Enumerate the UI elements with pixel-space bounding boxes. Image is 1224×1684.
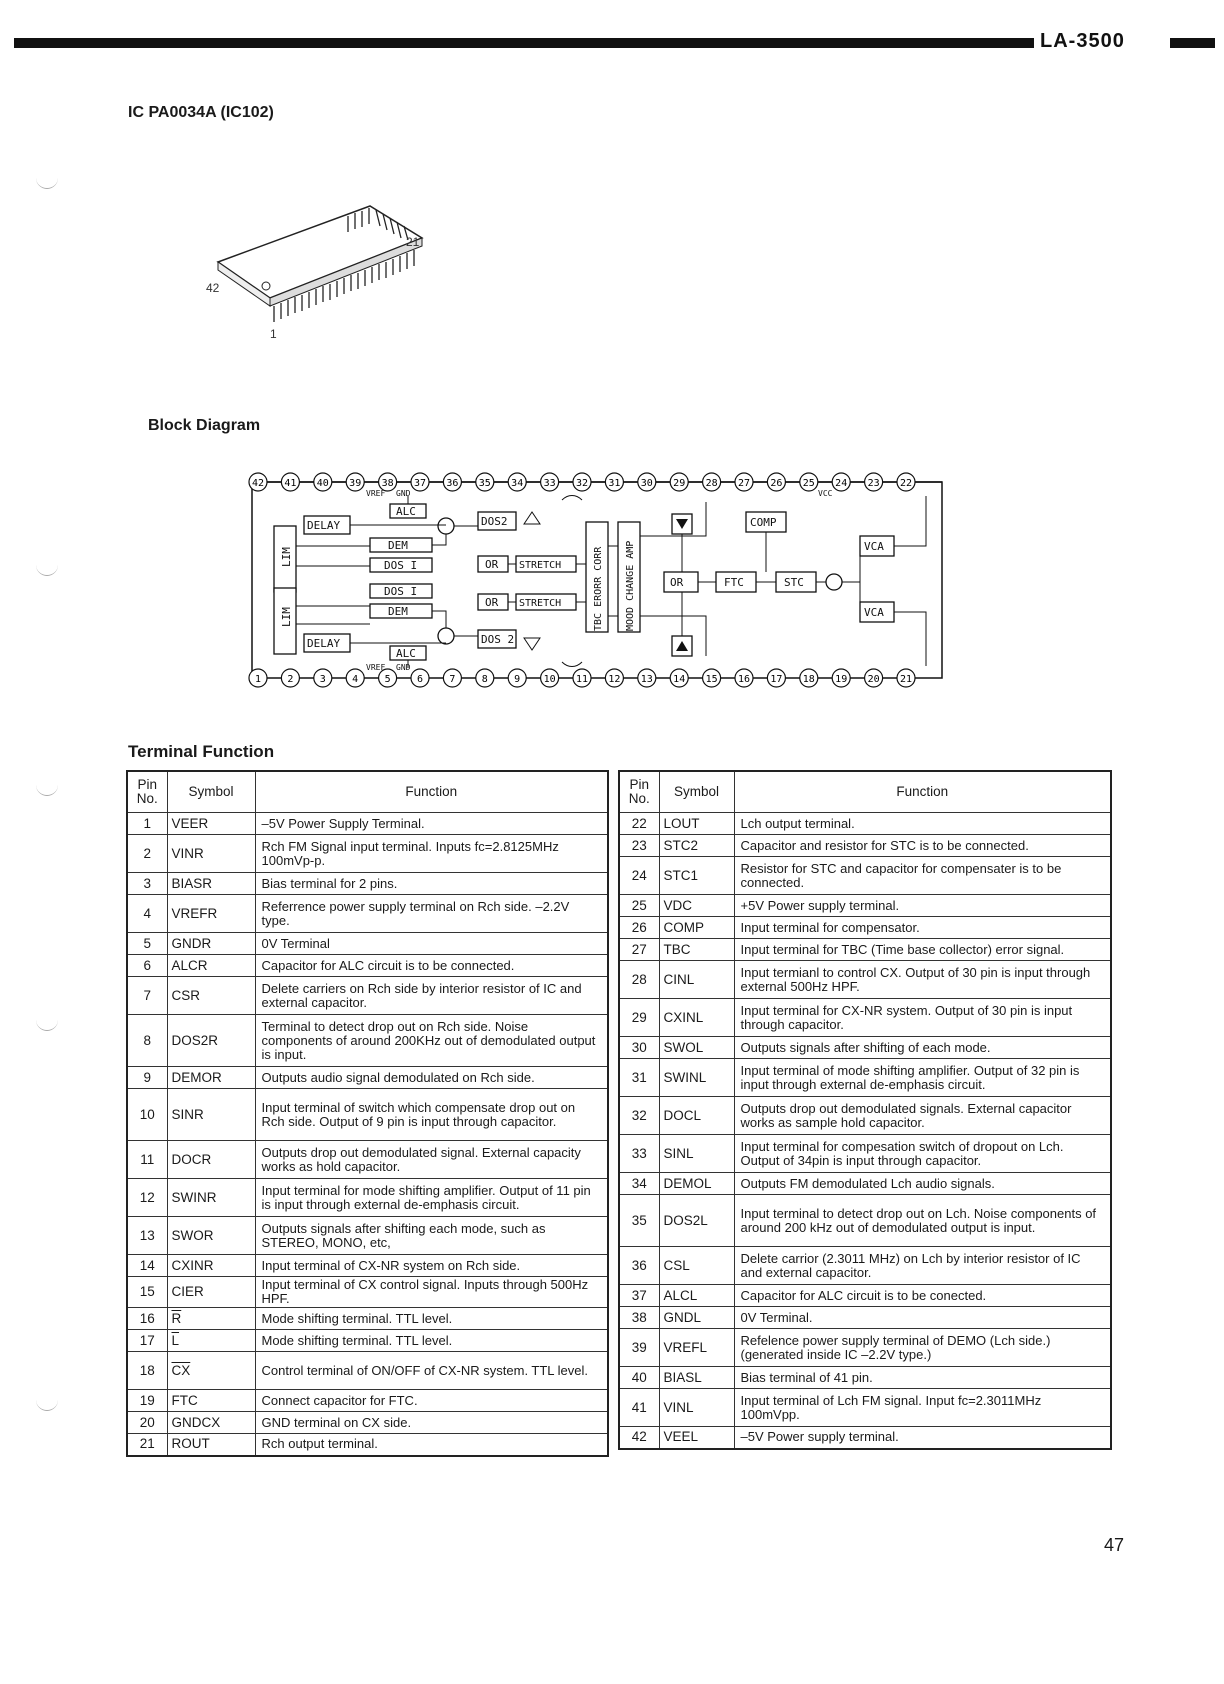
table-row [619,835,1111,857]
table-row [127,977,608,1015]
pin-number-label: 38 [381,478,394,489]
binder-hole-mark [36,785,58,796]
symbol-cell: BIASR [167,873,255,895]
pin-number-label: 37 [413,478,427,489]
symbol-cell: VINR [167,835,255,873]
vref-label-upper: VREF [366,489,386,498]
function-cell: Rch output terminal. [255,1434,608,1456]
pin-number-label: 42 [251,478,265,489]
pin-cell: 14 [127,1255,167,1277]
pin-number-label: 25 [802,478,815,489]
pin-no-header: Pin No. [619,771,659,813]
package-pin-1-label: 1 [270,327,277,341]
table-row [127,1089,608,1141]
table-row [127,1390,608,1412]
symbol-cell: LOUT [659,813,734,835]
symbol-cell: CXINR [167,1255,255,1277]
symbol-cell: SWOR [167,1217,255,1255]
symbol-cell: $\overline{L}$ [167,1330,255,1352]
pin-cell: 11 [127,1141,167,1179]
pin-number-label: 28 [705,478,718,489]
gnd-label-upper: GND [396,489,411,498]
pin-number-label: 24 [835,478,848,489]
function-cell: Bias terminal for 2 pins. [255,873,608,895]
symbol-cell: $\overline{CX}$ [167,1352,255,1390]
pin-number-label: 30 [640,478,653,489]
pin-number-label: 11 [575,674,589,685]
pin-cell: 33 [619,1135,659,1173]
pin-cell: 21 [127,1434,167,1456]
pin-cell: 5 [127,933,167,955]
pin-number-label: 22 [899,478,913,489]
pin-number-label: 16 [737,674,751,685]
function-cell: 0V Terminal [255,933,608,955]
table-row [127,1141,608,1179]
ic-title: IC PA0034A (IC102) [128,104,274,121]
pin-number-label: 32 [575,478,589,489]
symbol-cell: COMP [659,917,734,939]
symbol-header: Symbol [167,771,255,813]
symbol-cell: VEEL [659,1427,734,1449]
pin-cell: 35 [619,1195,659,1247]
pin-cell: 27 [619,939,659,961]
lim-label-lower: LIM [280,607,293,627]
block-diagram-title: Block Diagram [148,417,261,434]
pin-number-label: 14 [673,674,686,685]
bottom-pin-row [249,669,915,687]
pin-cell: 34 [619,1173,659,1195]
symbol-cell: STC1 [659,857,734,895]
pin-number-label: 23 [867,478,880,489]
function-cell: Input terminal of CX control signal. Inputs through 500Hz HPF. [255,1277,608,1308]
function-cell: Input terminal for compensator. [734,917,1111,939]
function-cell: Input terminal for CX-NR system. Output of 30 pin is input through capacitor. [734,999,1111,1037]
vca-label-upper: VCA [864,540,884,553]
function-cell: Input terminal of Lch FM signal. Input fc=2.3011MHz 100mVpp. [734,1389,1111,1427]
symbol-cell: DEMOL [659,1173,734,1195]
symbol-cell: SINL [659,1135,734,1173]
symbol-cell: TBC [659,939,734,961]
pin-number-label: 34 [511,478,524,489]
page-number: 47 [1104,1535,1125,1555]
symbol-cell: BIASL [659,1367,734,1389]
pin-number-label: 21 [899,674,913,685]
symbol-cell: CINL [659,961,734,999]
pin-cell: 7 [127,977,167,1015]
pin-number-label: 41 [284,478,297,489]
function-cell: Mode shifting terminal. TTL level. [255,1330,608,1352]
package-pin-21-label: 21 [406,235,420,249]
symbol-cell: DOS2L [659,1195,734,1247]
table-row [127,1255,608,1277]
pin-number-label: 3 [319,674,326,685]
table-row [619,1173,1111,1195]
pin-cell: 4 [127,895,167,933]
pin-number-label: 7 [449,674,456,685]
function-cell: Outputs signals after shifting of each mode. [734,1037,1111,1059]
table-row [619,1367,1111,1389]
or-label-lower: OR [485,596,499,609]
symbol-cell: CXINL [659,999,734,1037]
pin-number-label: 29 [673,478,686,489]
table-row [619,813,1111,835]
function-header: Function [255,771,608,813]
function-cell: Bias terminal of 41 pin. [734,1367,1111,1389]
function-cell: Resistor for STC and capacitor for compensater is to be connected. [734,857,1111,895]
function-cell: Refelence power supply terminal of DEMO (Lch side.) (generated inside IC –2.2V type.) [734,1329,1111,1367]
stc-label: STC [784,576,804,589]
table-row [127,1352,608,1390]
symbol-cell: CSL [659,1247,734,1285]
delay-label-upper: DELAY [307,519,341,532]
table-row [127,1308,608,1330]
dem-label-upper: DEM [388,539,408,552]
function-cell: Input terminal to detect drop out on Lch. Noise components of around 200 kHz out of demodulated output is input. [734,1195,1111,1247]
pin-number-label: 15 [705,674,718,685]
table-row [127,813,608,835]
function-cell: Lch output terminal. [734,813,1111,835]
pin-cell: 42 [619,1427,659,1449]
table-row [127,1412,608,1434]
pin-number-label: 9 [514,674,521,685]
function-cell: Outputs FM demodulated Lch audio signals. [734,1173,1111,1195]
pin-number-label: 6 [416,674,424,685]
pin-cell: 1 [127,813,167,835]
binder-hole-mark [36,1020,58,1031]
table-header-row [127,771,608,813]
stretch-label-upper: STRETCH [519,560,562,571]
ftc-label: FTC [724,576,744,589]
pin-no-header: Pin No. [127,771,167,813]
table-row [619,1329,1111,1367]
vca-label-lower: VCA [864,606,884,619]
terminal-function-table-right [618,770,1112,1450]
symbol-cell: DOS2R [167,1015,255,1067]
symbol-cell: VINL [659,1389,734,1427]
dosi-label-lower: DOS I [384,585,418,598]
table-row [619,1307,1111,1329]
pin-number-label: 8 [481,674,488,685]
delay-label-lower: DELAY [307,637,341,650]
table-row [619,1389,1111,1427]
pin-cell: 19 [127,1390,167,1412]
symbol-cell: CSR [167,977,255,1015]
pin-number-label: 19 [835,674,848,685]
pin-number-label: 39 [349,478,362,489]
pin-cell: 25 [619,895,659,917]
or-label-right: OR [670,576,684,589]
function-cell: Mode shifting terminal. TTL level. [255,1308,608,1330]
function-cell: 0V Terminal. [734,1307,1111,1329]
pin-cell: 30 [619,1037,659,1059]
pin-number-label: 20 [867,674,880,685]
gnd-label-lower: GND [396,663,411,672]
table-header-row [619,771,1111,813]
dos2-label-upper: DOS2 [481,515,508,528]
table-row [127,1015,608,1067]
function-cell: Input terminal for TBC (Time base collector) error signal. [734,939,1111,961]
symbol-cell: STC2 [659,835,734,857]
table-row [127,1277,608,1308]
function-cell: Terminal to detect drop out on Rch side. Noise components of around 200KHz out of demodulated output is input. [255,1015,608,1067]
pin-cell: 40 [619,1367,659,1389]
symbol-cell: CIER [167,1277,255,1308]
function-cell: Input terminal of mode shifting amplifier. Output of 32 pin is input through external de-emphasis circuit. [734,1059,1111,1097]
function-cell: Input termianl to control CX. Output of 30 pin is input through external 500Hz HPF. [734,961,1111,999]
table-row [619,1135,1111,1173]
pin-cell: 3 [127,873,167,895]
function-cell: Outputs signals after shifting each mode, such as STEREO, MONO, etc, [255,1217,608,1255]
pin-cell: 41 [619,1389,659,1427]
binder-hole-mark [36,178,58,189]
symbol-cell: VREFR [167,895,255,933]
pin-number-label: 31 [608,478,621,489]
function-cell: Control terminal of ON/OFF of CX-NR system. TTL level. [255,1352,608,1390]
pin-cell: 10 [127,1089,167,1141]
pin-cell: 9 [127,1067,167,1089]
pin-number-label: 5 [384,674,391,685]
pin-cell: 6 [127,955,167,977]
table-row [619,1285,1111,1307]
symbol-cell: DOCL [659,1097,734,1135]
function-cell: –5V Power Supply Terminal. [255,813,608,835]
function-cell: –5V Power supply terminal. [734,1427,1111,1449]
symbol-cell: VEER [167,813,255,835]
table-row [127,835,608,873]
table-row [619,961,1111,999]
function-header: Function [734,771,1111,813]
symbol-cell: SWINL [659,1059,734,1097]
table-row [619,857,1111,895]
table-row [127,895,608,933]
pin-cell: 13 [127,1217,167,1255]
package-pin-42-label: 42 [206,281,220,295]
table-row [619,1097,1111,1135]
pin-cell: 38 [619,1307,659,1329]
tbc-error-corr-label: TBC ERORR CORR [593,546,604,631]
table-row [619,1059,1111,1097]
function-cell: Outputs drop out demodulated signal. External capacity works as hold capacitor. [255,1141,608,1179]
symbol-cell: GNDCX [167,1412,255,1434]
function-cell: Input terminal for mode shifting amplifier. Output of 11 pin is input through external de-emphasis circuit. [255,1179,608,1217]
pin-cell: 8 [127,1015,167,1067]
pin-cell: 2 [127,835,167,873]
symbol-cell: SINR [167,1089,255,1141]
pin-number-label: 17 [770,674,783,685]
lim-label-upper: LIM [280,547,293,567]
function-cell: Rch FM Signal input terminal. Inputs fc=2.8125MHz 100mVp-p. [255,835,608,873]
symbol-cell: ALCL [659,1285,734,1307]
table-row [127,1434,608,1456]
symbol-cell: ALCR [167,955,255,977]
dosi-label-upper: DOS I [384,559,418,572]
mood-change-amp-label: MOOD CHANGE AMP [625,540,636,631]
pin-number-label: 2 [287,674,294,685]
function-cell: Capacitor for ALC circuit is to be conected. [734,1285,1111,1307]
alc-label-upper: ALC [396,505,416,518]
table-row [619,939,1111,961]
table-row [127,873,608,895]
block-diagram [246,466,958,696]
symbol-cell: GNDL [659,1307,734,1329]
pin-cell: 16 [127,1308,167,1330]
pin-number-label: 40 [316,478,329,489]
top-pin-row [249,473,915,491]
vref-label-lower: VREF [366,663,386,672]
pin-cell: 22 [619,813,659,835]
pin-number-label: 13 [640,674,653,685]
function-cell: Input terminal of CX-NR system on Rch side. [255,1255,608,1277]
symbol-header: Symbol [659,771,734,813]
table-row [127,955,608,977]
pin-number-label: 4 [352,674,359,685]
function-cell: Outputs audio signal demodulated on Rch side. [255,1067,608,1089]
table-row [619,1037,1111,1059]
symbol-cell: VDC [659,895,734,917]
dem-label-lower: DEM [388,605,408,618]
symbol-cell: ROUT [167,1434,255,1456]
function-cell: Input terminal for compesation switch of dropout on Lch. Output of 34pin is input through capacitor. [734,1135,1111,1173]
function-cell: Capacitor for ALC circuit is to be connected. [255,955,608,977]
model-name: LA-3500 [1040,30,1125,52]
ic-package-drawing [200,180,440,350]
pin-cell: 20 [127,1412,167,1434]
pin-number-label: 12 [608,674,621,685]
pin-cell: 37 [619,1285,659,1307]
pin-number-label: 18 [802,674,815,685]
symbol-cell: SWOL [659,1037,734,1059]
table-row [127,1179,608,1217]
or-label-upper: OR [485,558,499,571]
pin-cell: 26 [619,917,659,939]
symbol-cell: SWINR [167,1179,255,1217]
table-row [127,1330,608,1352]
terminal-function-title: Terminal Function [128,742,275,761]
symbol-cell: FTC [167,1390,255,1412]
function-cell: Delete carriers on Rch side by interior resistor of IC and external capacitor. [255,977,608,1015]
table-row [127,933,608,955]
pin-number-label: 36 [446,478,459,489]
pin-cell: 29 [619,999,659,1037]
table-row [619,917,1111,939]
table-row [127,1217,608,1255]
table-row [619,1195,1111,1247]
comp-label: COMP [750,516,777,529]
function-cell: Referrence power supply terminal on Rch side. –2.2V type. [255,895,608,933]
binder-hole-mark [36,565,58,576]
function-cell: Connect capacitor for FTC. [255,1390,608,1412]
pin-number-label: 10 [543,674,556,685]
pin-cell: 36 [619,1247,659,1285]
symbol-cell: GNDR [167,933,255,955]
function-cell: +5V Power supply terminal. [734,895,1111,917]
dos2-label-lower: DOS 2 [481,633,515,646]
pin-number-label: 35 [478,478,491,489]
pin-cell: 28 [619,961,659,999]
function-cell: Capacitor and resistor for STC is to be connected. [734,835,1111,857]
pin-cell: 15 [127,1277,167,1308]
pin-number-label: 33 [543,478,556,489]
vcc-label: VCC [818,489,833,498]
function-cell: Input terminal of switch which compensate drop out on Rch side. Output of 9 pin is input through capacitor. [255,1089,608,1141]
table-row [619,895,1111,917]
pin-cell: 12 [127,1179,167,1217]
pin-cell: 17 [127,1330,167,1352]
pin-cell: 32 [619,1097,659,1135]
table-row [619,1247,1111,1285]
header-rule-end [1170,38,1215,48]
table-row [619,999,1111,1037]
pin-number-label: 1 [254,674,262,685]
pin-cell: 18 [127,1352,167,1390]
pin-cell: 39 [619,1329,659,1367]
stretch-label-lower: STRETCH [519,598,562,609]
terminal-function-table-left [126,770,609,1457]
function-cell: Outputs drop out demodulated signals. External capacitor works as sample hold capacitor. [734,1097,1111,1135]
pin-cell: 23 [619,835,659,857]
pin-number-label: 26 [770,478,783,489]
table-row [619,1427,1111,1449]
pin-number-label: 27 [737,478,751,489]
binder-hole-mark [36,1400,58,1411]
symbol-cell: DOCR [167,1141,255,1179]
pin-cell: 31 [619,1059,659,1097]
table-row [127,1067,608,1089]
alc-label-lower: ALC [396,647,416,660]
symbol-cell: $\overline{R}$ [167,1308,255,1330]
function-cell: Delete carrior (2.3011 MHz) on Lch by interior resistor of IC and external capacitor. [734,1247,1111,1285]
function-cell: GND terminal on CX side. [255,1412,608,1434]
symbol-cell: DEMOR [167,1067,255,1089]
pin-cell: 24 [619,857,659,895]
symbol-cell: VREFL [659,1329,734,1367]
header-rule [14,38,1034,48]
